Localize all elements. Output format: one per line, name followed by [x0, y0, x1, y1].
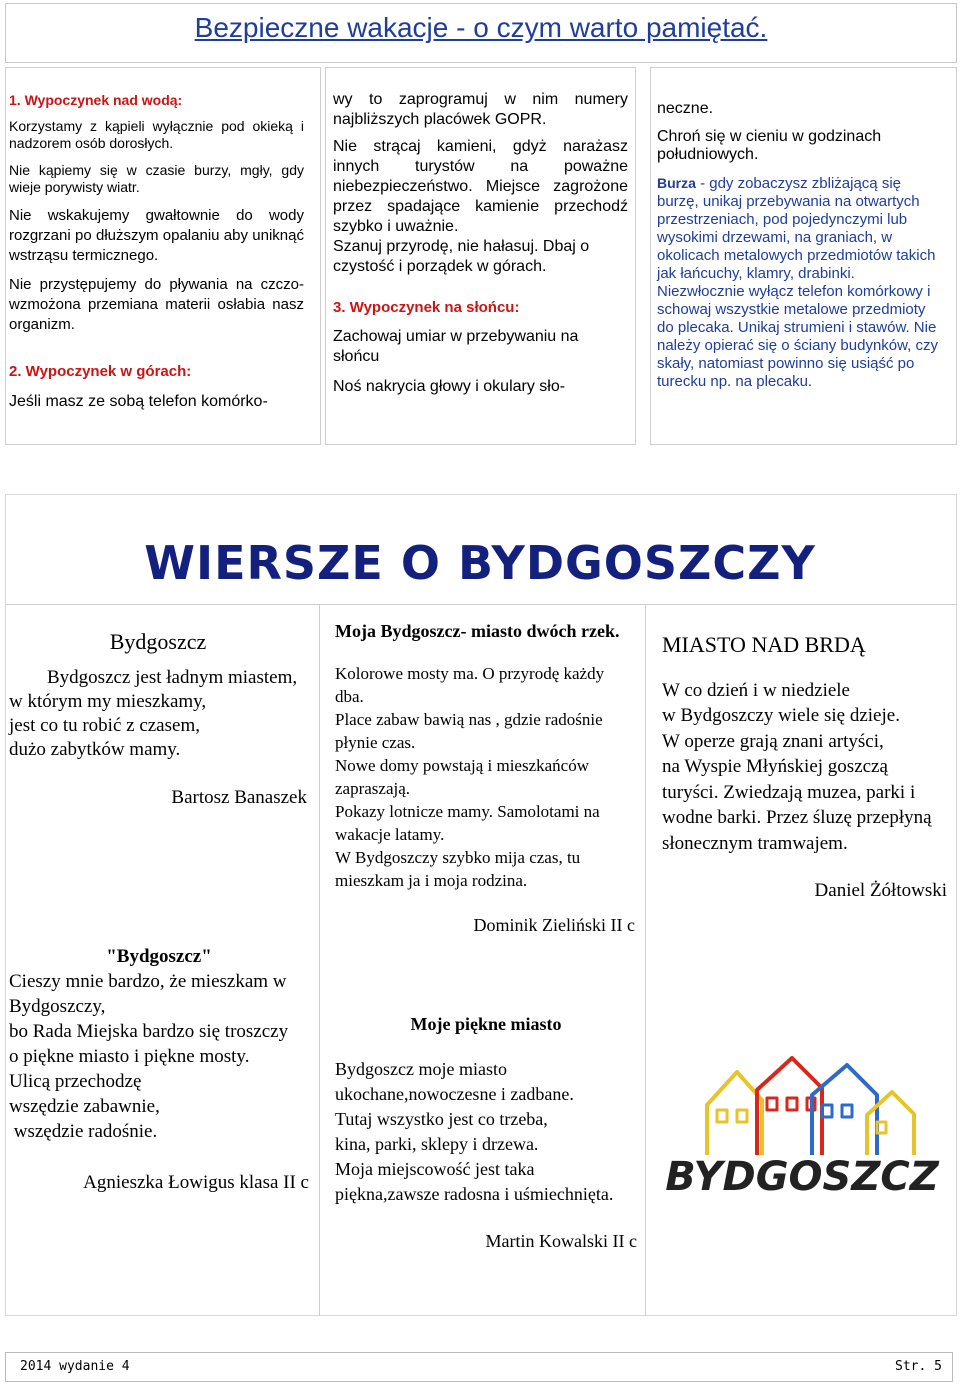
paragraph: wy to zaprogramuj w nim numery najbliższych placówek GOPR.	[333, 91, 628, 128]
poem-line: W Bydgoszczy szybko mija czas, tu mieszkam ja i moja rodzina.	[335, 848, 581, 890]
paragraph: Nie przystępujemy do pływania na czczo-wzmożona przemiana materii osłabia nasz organizm.	[9, 276, 304, 333]
poem-bydgoszcz-quoted	[9, 944, 309, 1195]
poem-line: W operze grają znani artyści,	[662, 730, 884, 752]
divider-2	[645, 604, 646, 1316]
paragraph: Zachowaj umiar w przebywaniu na słońcu	[333, 328, 579, 365]
paragraph: Jeśli masz ze sobą telefon komórko-	[9, 393, 268, 410]
poem-author: Martin Kowalski II c	[485, 1231, 637, 1251]
storm-text: - gdy zobaczysz zbliżającą się burzę, unikaj przebywania na otwartych przestrzeniach, pod pojedynczymi lub wysokimi drzewami, na graniach, w okolicach metalowych przedmiotów takich jak łańcuchy, klamry, drabinki. Niezwłocznie wyłącz telefon komórkowy i schowaj wszystkie metalowe przedmioty do plecaka. Unikaj strumieni i stawów. Nie należy opierać się o ściany budynków, czy skały, natomiast powinno się usiąść po turecku np. na plecaku.	[657, 175, 938, 390]
column-1	[9, 92, 304, 412]
poem-line: Ulicą przechodzę	[9, 1071, 142, 1092]
bydgoszcz-logo	[662, 1050, 942, 1220]
poem-line: Place zabaw bawią nas , gdzie radośnie płynie czas.	[335, 710, 603, 752]
paragraph: Nie strącaj kamieni, gdyż narażasz innych turystów na poważne niebezpieczeństwo. Miejsce zagrożone przez spadające kamienie przechodź szybko i uważnie.	[333, 138, 628, 235]
column-2	[333, 90, 628, 397]
page-title: Bezpieczne wakacje - o czym warto pamiętać.	[194, 12, 768, 43]
poem-line: Pokazy lotnicze mamy. Samolotami na wakacje latamy.	[335, 802, 600, 844]
houses-logo-icon	[662, 1050, 942, 1220]
poem-line: turyści. Zwiedzają muzea, parki i wodne barki. Przez śluzę przepłyną słonecznym tramwajem.	[662, 781, 932, 854]
poem-line: Nowe domy powstają i mieszkańców zapraszają.	[335, 756, 589, 798]
poem-line: w którym my mieszkamy,	[9, 691, 207, 712]
logo-text: BYDGOSZCZ	[665, 1154, 939, 1200]
poem-title: "Bydgoszcz"	[106, 946, 212, 967]
header-box	[5, 3, 957, 63]
poem-line: kina, parki, sklepy i drzewa.	[335, 1134, 539, 1154]
column-3	[657, 100, 944, 391]
poem-title: Moja Bydgoszcz- miasto dwóch rzek.	[335, 621, 620, 641]
paragraph: Nie wskakujemy gwałtownie do wody rozgrzani po dłuższym opalaniu aby uniknąć wstrząsu termicznego.	[9, 207, 304, 264]
heading-water: 1. Wypoczynek nad wodą:	[9, 92, 183, 108]
poem-line: bo Rada Miejska bardzo się troszczy	[9, 1021, 289, 1042]
heading-mountains: 2. Wypoczynek w górach:	[9, 363, 192, 380]
paragraph: Szanuj przyrodę, nie hałasuj. Dbaj o czystość i porządek w górach.	[333, 238, 590, 275]
poem-title: Bydgoszcz	[109, 629, 207, 654]
paragraph: Noś nakrycia głowy i okulary sło-	[333, 378, 566, 395]
heading-sun: 3. Wypoczynek na słońcu:	[333, 299, 520, 316]
poem-bydgoszcz	[9, 630, 307, 810]
poem-moje-piekne-miasto	[335, 1012, 637, 1254]
poem-line: dużo zabytków mamy.	[9, 739, 181, 760]
poem-author: Daniel Żółtowski	[814, 880, 947, 901]
poem-author: Agnieszka Łowigus klasa II c	[83, 1172, 309, 1193]
poem-line: wszędzie zabawnie,	[9, 1096, 160, 1117]
paragraph: Nie kąpiemy się w czasie burzy, mgły, gdy wieje porywisty wiatr.	[9, 162, 304, 195]
poem-moja-bydgoszcz	[335, 620, 635, 937]
paragraph: Korzystamy z kąpieli wyłącznie pod okieką i nadzorem osób dorosłych.	[9, 118, 304, 151]
paragraph: Chroń się w cieniu w godzinach południowych.	[657, 128, 882, 163]
poem-author: Dominik Zieliński II c	[473, 915, 635, 935]
poem-title: Moje piękne miasto	[410, 1014, 562, 1034]
footer-page-number: Str. 5	[895, 1359, 942, 1374]
divider-1	[319, 604, 320, 1316]
poem-line: jest co tu robić z czasem,	[9, 715, 200, 736]
footer-edition: 2014 wydanie 4	[20, 1359, 130, 1374]
poem-line: Moja miejscowość jest taka piękna,zawsze radosna i uśmiechnięta.	[335, 1159, 614, 1204]
poem-line: Tutaj wszystko jest co trzeba,	[335, 1109, 548, 1129]
poem-line: Kolorowe mosty ma. O przyrodę każdy dba.	[335, 664, 605, 706]
divider-h	[5, 604, 957, 605]
poem-line: o piękne miasto i piękne mosty.	[9, 1046, 250, 1067]
poem-line: Bydgoszcz jest ładnym miastem,	[47, 667, 298, 688]
poem-line: w Bydgoszczy wiele się dzieje.	[662, 705, 900, 726]
poem-line: Bydgoszcz moje miasto ukochane,nowoczesne i zadbane.	[335, 1059, 574, 1104]
poem-line: Cieszy mnie bardzo, że mieszkam w Bydgoszczy,	[9, 971, 287, 1017]
paragraph-storm	[657, 174, 944, 391]
section-title: WIERSZE O BYDGOSZCZY	[144, 536, 816, 590]
poem-author: Bartosz Banaszek	[171, 787, 307, 808]
poem-line: W co dzień i w niedziele	[662, 679, 850, 701]
poem-miasto-nad-brda	[662, 632, 947, 904]
poem-title: MIASTO NAD BRDĄ	[662, 632, 866, 657]
poem-line: wszędzie radośnie.	[9, 1121, 158, 1142]
paragraph: neczne.	[657, 100, 714, 117]
storm-label: Burza	[657, 175, 696, 191]
poem-line: na Wyspie Młyńskiej goszczą	[662, 756, 888, 777]
footer	[5, 1352, 953, 1382]
